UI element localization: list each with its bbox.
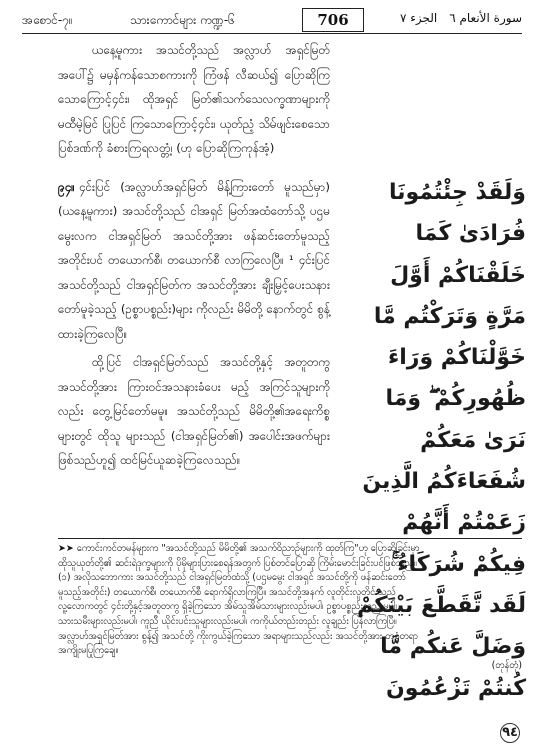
footnote-separator (58, 538, 522, 539)
translation-paragraph-1: ယနေ့မူကား အသင်တို့သည် အလ္လာဟ် အရှင်မြတ်အပေါ်၌ မမှန်ကန်သောစကားကို ကြံဖန် လီဆယ်၍ ပြောဆိုကြသောကြောင့်၄င်း၊ ထိုအရှင် မြတ်၏သက်သေလက္ခဏာများကို မထီမဲ့မြင် ပြုပြင် ကြသောကြောင့်၄င်း၊ ယုတ်ညံ့ သိမ်ဖျင်းစေသော ပြစ်ဒဏ်ကို ခံစားကြရလတ္တံ့၊ (ဟု ပြောဆိုကြကုန်အံ့) (58, 43, 330, 155)
ayah-number-marker: ٩٤ (500, 723, 520, 743)
footnote-line: ထိုသူယုတ်တို့၏ ဆင်းရဲဒုက္ခများကို ပိုမိုများပြားစေရန်အတွက် ပြစ်တင်ပြောဆို ကြိမ်းမောင်းခြင်းပင်ဖြစ်သည်။ (58, 557, 417, 569)
translation-column (58, 38, 330, 473)
continued-marker: (တုန်တုံ) (491, 659, 522, 671)
verse-translation: ၄င်းပြင် (အလ္လာဟ်အရှင်မြတ် မိန့်ကြားတော် မူသည်မှာ) (ယနေ့မူကား) အသင်တို့သည် ငါအရှင် မြတ်အထံတော်သို့ ပဌမမွေးလက ငါအရှင်မြတ် အသင်တို့အား ဖန်ဆင်းတော်မူသည့် အတိုင်းပင် တယောက်စီ၊ တယောက်စီ လာကြလေပြီ။ ¹ ၄င်းပြင် အသင်တို့သည် ငါအရှင်မြတ်က အသင်တို့အား ချီးမြှင့်ပေးသနားတော်မူခဲ့သည့် (ဥစ္စာပစ္စည်း)များ ကိုလည်း မိမိတို့ နောက်တွင် စွန့်ထားခဲ့ကြလေပြီ။ (58, 179, 330, 341)
footnote-line: မူသည့်အတိုင်း) တယောက်စီ၊ တယောက်စီ ရောက်ရှိလာကြပြီ။ အသင်တို့အနက် လူတိုင်းလူတိုင်းသည် (58, 586, 396, 598)
footnote-line: အကျိုးမပြုကြချေ။ (58, 645, 119, 657)
footnote-line: အလ္လာဟ်အရှင်မြတ်အား စွန့်၍ အသင်တို့ ကိုးကွယ်ခဲ့ကြသော အရာများသည်လည်း အသင်တို့အား တစုံတရာ (58, 630, 418, 642)
translation-paragraph-2 (58, 175, 330, 347)
footnote-line: ➤➤ ကောင်းကင်တမန်များက "အသင်တို့သည် မိမိတို့၏ အသက်ဝိညာဉ်များကို ထုတ်ကြ"ဟု ပြောဆိုခြင်းမှာ (58, 543, 420, 554)
sura-label: سورة الأنعام ٦ (449, 11, 522, 25)
footnote-line: လူ့လောကတွင် ၄င်းတို့နှင့်အတူတကွ ရှိခဲ့ကြသော အိမ်သူအိမ်သားများလည်းမပါ၊ ဥစ္စာပစ္စည်းလည်းမပါ၊ (58, 601, 397, 613)
volume-label: အစောင်-၇။ (22, 13, 73, 27)
footnotes (58, 542, 522, 673)
page-number: 706 (302, 8, 364, 32)
chapter-section-label: သားကောင်များ ကဏ္ဍ-၆ (130, 13, 235, 27)
verse-number: ၉၄။ (58, 179, 75, 194)
footnote-line: သားသမီးများလည်းမပါ၊ ကူညီ ယိုင်းပင်းသူများလည်းမပါ၊ ကကိုယ်တည်းတည်း လူချည်း ပြန်လာကြပြီ။ (58, 615, 397, 627)
translation-paragraph-3: ထို့ပြင် ငါအရှင်မြတ်သည် အသင်တို့နှင့် အတူတကွ အသင်တို့အား ကြားဝင်အသနားခံပေး မည့် အကြင်သူများကိုလည်း တွေ့မြင်တော်မမူ။ အသင်တို့သည် မိမိတို့၏အရေးကိစ္စများတွင် ထိုသူ များသည် (ငါအရှင်မြတ်၏) အပေါင်းအဖက်များ ဖြစ်သည်ဟူ၍ ထင်မြင်ယူဆခဲ့ကြလေသည်။ (58, 355, 330, 467)
arabic-verse-text: وَلَقَدْ جِئْتُمُونَا فُرَادَىٰ كَمَا خَلَقْنَاكُمْ أَوَّلَ مَرَّةٍ وَتَرَكْتُم مَّا خَوَّلْنَاكُمْ وَرَاءَ ظُهُورِكُمْ ۖ وَمَا نَرَىٰ مَعَكُمْ شُفَعَاءَكُمُ الَّذِينَ زَعَمْتُمْ أَنَّهُمْ فِيكُمْ شُرَكَاءُ ۚ لَقَد تَّقَطَّعَ بَيْنَكُمْ وَضَلَّ عَنكُم مَّا كُنتُمْ تَزْعُمُونَ (357, 180, 526, 701)
juz-label: الجزء ٧ (400, 11, 438, 25)
footnote-line: (၁) အလိုသဘောကား အသင်တို့သည် ငါအရှင်မြတ်ထံသို့ (ပဌမမွေး ငါအရှင် အသင်တို့ကို ဖန်ဆင်းတော် (58, 572, 406, 584)
page-header (22, 8, 522, 34)
